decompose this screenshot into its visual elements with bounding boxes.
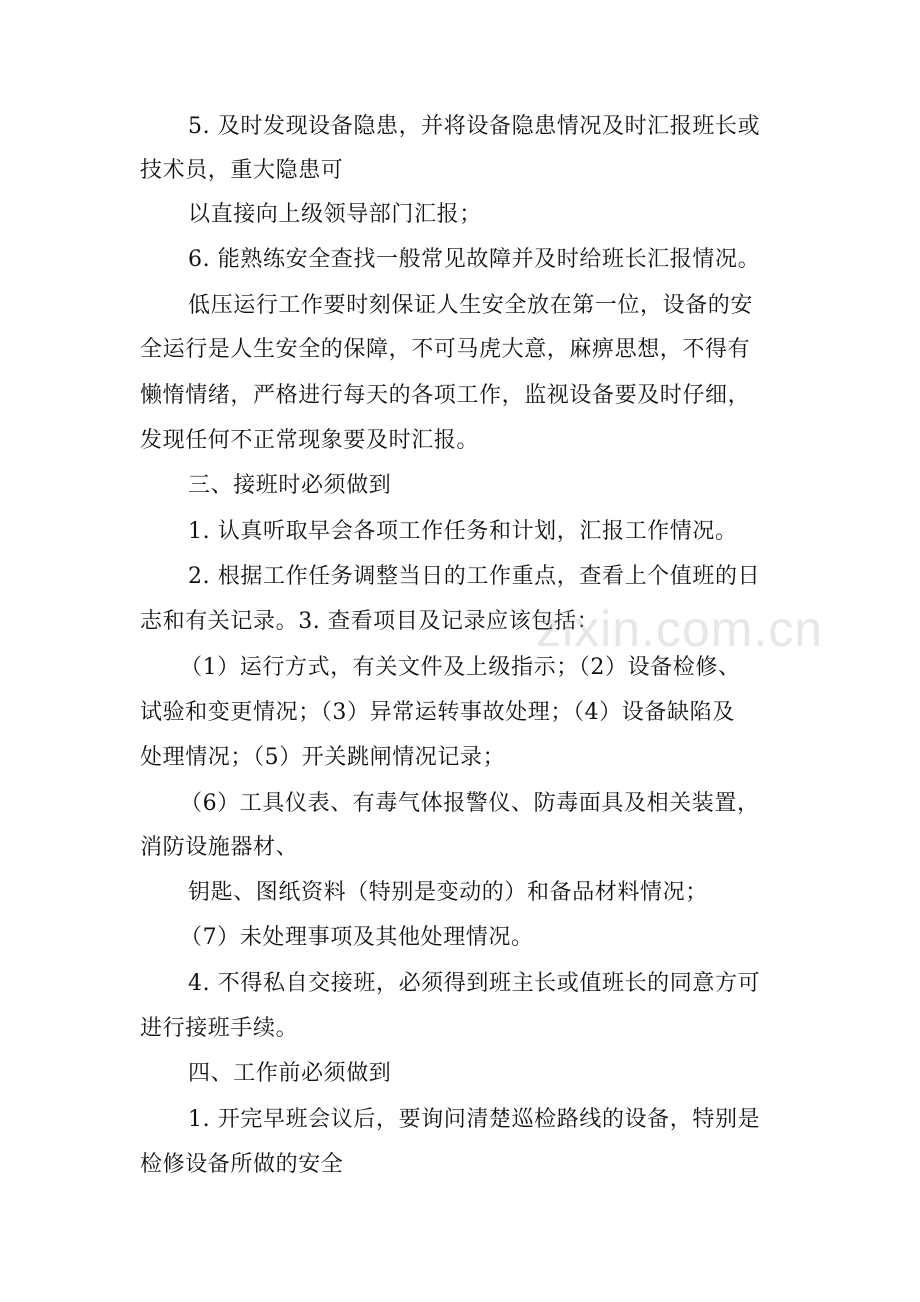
text-line: 5. 及时发现设备隐患，并将设备隐患情况及时汇报班长或 [188,114,761,139]
text-line: 2. 根据工作任务调整当日的工作重点，查看上个值班的日 [188,564,761,589]
text-line: 试验和变更情况；（3）异常运转事故处理；（4）设备缺陷及 [140,700,735,725]
watermark: zixin.com.cn [536,601,824,657]
text-line: 全运行是人生安全的保障，不可马虎大意，麻痹思想，不得有 [140,337,751,362]
text-line: （7）未处理事项及其他处理情况。 [180,925,534,950]
section-heading: 三、接班时必须做到 [188,473,392,498]
text-line: 以直接向上级领导部门汇报； [188,202,482,227]
text-line: （1）运行方式，有关文件及上级指示；（2）设备检修、 [180,655,741,680]
text-line: 钥匙、图纸资料（特别是变动的）和备品材料情况； [188,880,708,905]
text-line: 1. 开完早班会议后，要询问清楚巡检路线的设备，特别是 [188,1107,761,1132]
text-line: 低压运行工作要时刻保证人生安全放在第一位，设备的安 [188,293,754,318]
text-line: 进行接班手续。 [140,1016,299,1041]
text-line: 6. 能熟练安全查找一般常见故障并及时给班长汇报情况。 [188,247,761,272]
text-line: 懒惰情绪，严格进行每天的各项工作，监视设备要及时仔细， [140,383,751,408]
text-line: 发现任何不正常现象要及时汇报。 [140,428,480,453]
text-line: （6）工具仪表、有毒气体报警仪、防毒面具及相关装置， [180,791,760,816]
text-line: 处理情况；（5）开关跳闸情况记录； [140,745,506,770]
text-line: 技术员，重大隐患可 [140,158,344,183]
text-line: 检修设备所做的安全 [140,1152,344,1177]
text-line: 志和有关记录。3. 查看项目及记录应该包括： [140,609,600,634]
text-line: 1. 认真听取早会各项工作任务和计划，汇报工作情况。 [188,519,738,544]
section-heading: 四、工作前必须做到 [188,1061,392,1086]
text-line: 消防设施器材、 [140,835,299,860]
text-line: 4. 不得私自交接班，必须得到班主长或值班长的同意方可 [188,971,761,996]
